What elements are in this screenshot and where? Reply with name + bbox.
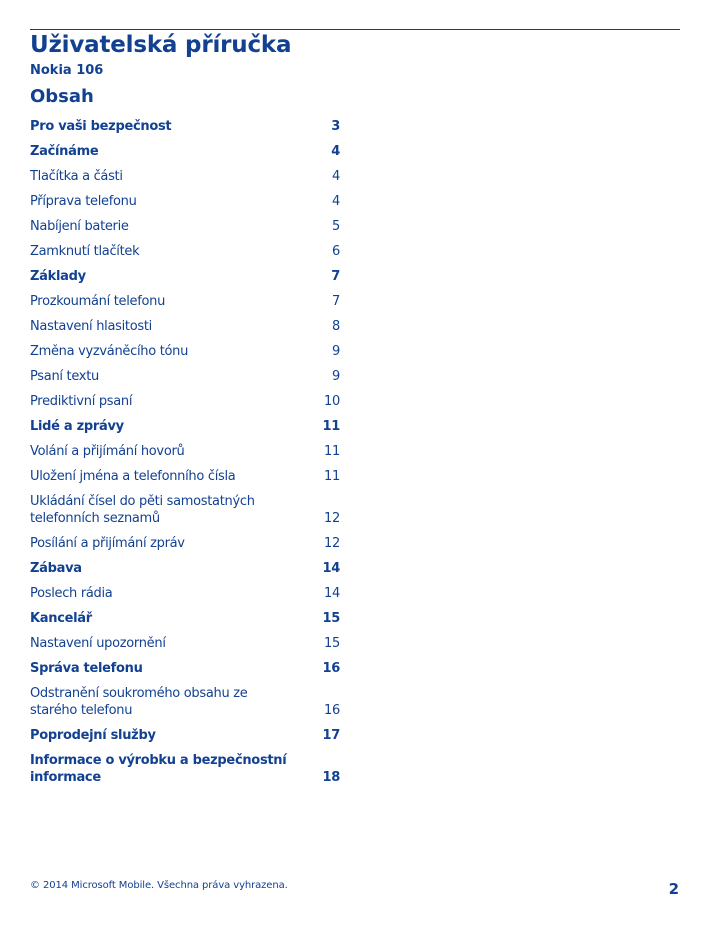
toc-entry[interactable] [30,581,340,606]
toc-entry-page: 9 [332,369,340,384]
toc-entry-page: 14 [324,586,340,601]
toc-entry[interactable] [30,464,340,489]
footer-copyright: © 2014 Microsoft Mobile. Všechna práva vyhrazena. [30,880,288,891]
document-subtitle: Nokia 106 [30,63,104,78]
toc-entry-label: Kancelář [30,611,92,626]
toc-entry[interactable] [30,164,340,189]
toc-entry[interactable] [30,364,340,389]
toc-entry-label: Příprava telefonu [30,194,137,209]
toc-entry-label: Zábava [30,561,82,576]
toc-entry-label: Posílání a přijímání zpráv [30,536,185,551]
toc-entry-label: Ukládání čísel do pěti samostatných telefonních seznamů [30,494,255,526]
toc-entry-page: 4 [332,194,340,209]
toc-entry[interactable] [30,214,340,239]
toc-entry[interactable] [30,414,340,439]
toc-entry-page: 4 [332,169,340,184]
toc-entry-label: Zamknutí tlačítek [30,244,140,259]
document-title: Uživatelská příručka [30,32,292,58]
toc-entry[interactable] [30,264,340,289]
toc-entry-label: Poslech rádia [30,586,113,601]
toc-entry[interactable] [30,289,340,314]
toc-entry-label: Informace o výrobku a bezpečnostní informace [30,753,287,785]
toc-entry-page: 6 [332,244,340,259]
toc-entry-label: Odstranění soukromého obsahu ze starého telefonu [30,686,248,718]
toc-entry-page: 11 [324,444,340,459]
toc-entry-page: 4 [331,144,340,159]
toc-entry-page: 16 [322,661,340,676]
toc-entry-page: 7 [331,269,340,284]
toc-entry-label: Nastavení upozornění [30,636,166,651]
header-rule [30,29,680,30]
toc-entry[interactable] [30,606,340,631]
toc-entry-label: Psaní textu [30,369,99,384]
toc-entry-label: Volání a přijímání hovorů [30,444,185,459]
toc-entry-page: 10 [324,394,340,409]
table-of-contents [30,114,340,790]
toc-entry-page: 18 [322,770,340,785]
toc-entry[interactable] [30,114,340,139]
toc-entry-label: Začínáme [30,144,99,159]
toc-entry-page: 17 [322,728,340,743]
toc-entry[interactable] [30,314,340,339]
toc-entry[interactable] [30,656,340,681]
toc-entry[interactable] [30,189,340,214]
toc-entry-page: 16 [324,703,340,718]
toc-entry-page: 12 [324,511,340,526]
toc-entry[interactable] [30,439,340,464]
toc-entry[interactable] [30,531,340,556]
toc-entry-label: Lidé a zprávy [30,419,124,434]
toc-entry-label: Změna vyzváněcího tónu [30,344,189,359]
toc-entry-page: 7 [332,294,340,309]
toc-entry-page: 9 [332,344,340,359]
toc-heading: Obsah [30,86,94,107]
toc-entry-label: Základy [30,269,86,284]
toc-entry[interactable] [30,239,340,264]
toc-entry-page: 15 [322,611,340,626]
toc-entry-label: Prozkoumání telefonu [30,294,166,309]
toc-entry-page: 12 [324,536,340,551]
toc-entry-page: 11 [322,419,340,434]
toc-entry-page: 11 [324,469,340,484]
toc-entry-label: Správa telefonu [30,661,143,676]
toc-entry[interactable] [30,748,340,790]
toc-entry[interactable] [30,389,340,414]
toc-entry-label: Prediktivní psaní [30,394,133,409]
footer-page-number: 2 [668,880,679,898]
toc-entry-page: 5 [332,219,340,234]
toc-entry-label: Tlačítka a části [30,169,123,184]
toc-entry-page: 15 [324,636,340,651]
toc-entry[interactable] [30,631,340,656]
toc-entry[interactable] [30,556,340,581]
toc-entry-page: 3 [331,119,340,134]
toc-entry[interactable] [30,681,340,723]
toc-entry[interactable] [30,489,340,531]
toc-entry-page: 8 [332,319,340,334]
toc-entry-page: 14 [322,561,340,576]
toc-entry-label: Pro vaši bezpečnost [30,119,172,134]
toc-entry[interactable] [30,339,340,364]
toc-entry-label: Uložení jména a telefonního čísla [30,469,236,484]
toc-entry[interactable] [30,723,340,748]
toc-entry[interactable] [30,139,340,164]
toc-entry-label: Nabíjení baterie [30,219,129,234]
toc-entry-label: Nastavení hlasitosti [30,319,152,334]
toc-entry-label: Poprodejní služby [30,728,156,743]
